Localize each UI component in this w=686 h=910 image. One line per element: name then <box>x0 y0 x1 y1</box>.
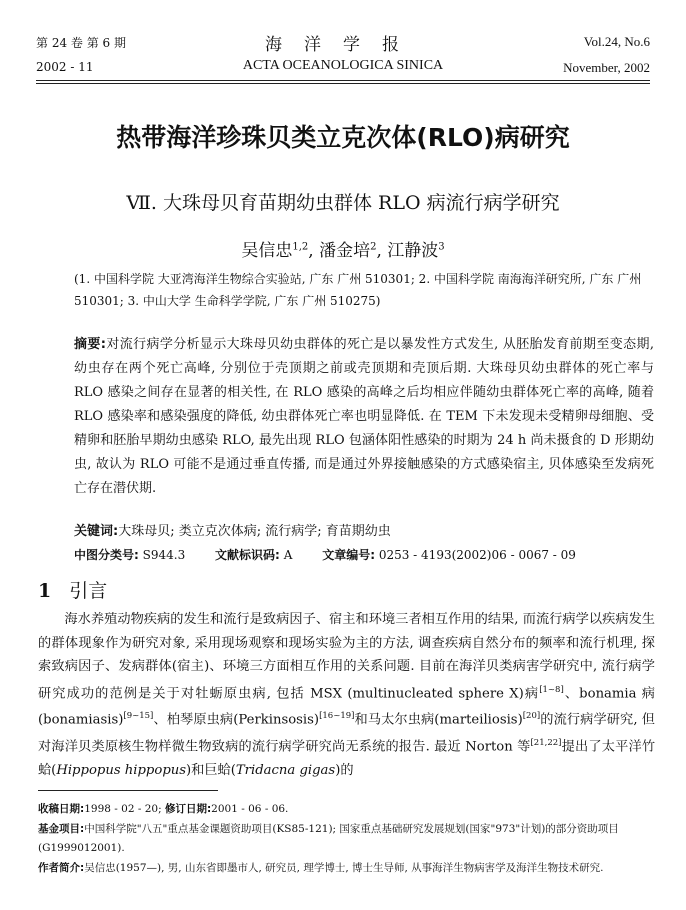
keywords-label: 关键词: <box>74 524 119 539</box>
citation: [21,22] <box>530 738 562 749</box>
article-number: 0253 - 4193(2002)06 - 0067 - 09 <box>378 548 576 562</box>
keywords-text: 大珠母贝; 类立克次体病; 流行病学; 育苗期幼虫 <box>118 524 391 539</box>
clc-label: 中图分类号: <box>74 548 139 562</box>
header-rule <box>36 80 650 81</box>
author-name: 吴信忠 <box>241 241 293 261</box>
received-label: 收稿日期: <box>38 803 85 815</box>
affiliations: (1. 中国科学院 大亚湾海洋生物综合实验站, 广东 广州 510301; 2. 中国科学院 南海海洋研究所, 广东 广州 510301; 3. 中山大学 生命科学学院, 广东 广州 510275) <box>74 272 642 308</box>
section-heading <box>38 576 107 603</box>
author-name: 潘金培 <box>319 241 371 261</box>
author-affil-mark: 3 <box>438 241 445 253</box>
paper-title: 热带海洋珍珠贝类立克次体(RLO)病研究 <box>116 123 570 152</box>
volume-issue-en: Vol.24, No.6 <box>583 34 650 49</box>
author-list: 吴信忠$^{1,2}$, 潘金培$^2$, 江静波$^3$ <box>241 241 445 261</box>
author-bio-text: 吴信忠(1957—), 男, 山东省即墨市人, 研究员, 理学博士, 博士生导师, 从事海洋生物病害学及海洋生物技术研究. <box>84 862 604 874</box>
intro-text: )的 <box>335 763 354 779</box>
citation: [16~19] <box>319 711 355 722</box>
citation: [1~8] <box>539 684 564 695</box>
citation: [9~15] <box>123 711 154 722</box>
footnote-dates <box>38 800 655 819</box>
clc-number: S944.3 <box>142 548 186 562</box>
revised-date: 2001 - 06 - 06. <box>211 803 289 815</box>
issue-date-en: November, 2002 <box>563 60 650 75</box>
author-name: 江静波 <box>387 241 439 261</box>
issue-date: 2002 - 11 <box>36 60 94 74</box>
intro-text: 和马太尔虫病(marteiliosis) <box>354 712 523 728</box>
author-affil-mark: 1,2 <box>292 241 309 253</box>
footnote-author <box>38 859 655 878</box>
citation: [20] <box>522 711 541 722</box>
intro-text: )和巨蛤( <box>186 763 236 779</box>
intro-text: 、柏琴原虫病(Perkinsosis) <box>153 712 320 728</box>
volume-issue-cn: 第 24 卷 第 6 期 <box>36 36 126 50</box>
intro-text: 提出了太平洋竹蛤( <box>38 739 656 779</box>
species-name: Hippopus hippopus <box>56 763 187 779</box>
revised-label: 修订日期: <box>164 803 212 815</box>
intro-text: 海水养殖动物疾病的发生和流行是致病因子、宿主和环境三者相互作用的结果, 而流行病学以疾病发生的群体现象作为研究对象, 采用现场观察和现场实验为主的方法, 调查疾病自然分布的频率和流行机理, 探索致病因子、发病群体(宿主)、环境三方面相互作用的关系问题. 目前在海洋贝类病害学研究中, 流行病学研究成功的范例是关于对牡蛎原虫病, 包括 MSX (multinucleated sphere X)病 <box>38 612 655 701</box>
abstract <box>74 333 654 501</box>
intro-text: 、bonamia 病(bonamiasis) <box>38 685 655 728</box>
received-date: 1998 - 02 - 20; <box>84 803 165 815</box>
fund-label: 基金项目: <box>38 823 85 835</box>
journal-name-cn: 海洋学报 <box>265 35 421 55</box>
header-rule-thin <box>36 83 650 84</box>
paper-subtitle: Ⅶ. 大珠母贝育苗期幼虫群体 RLO 病流行病学研究 <box>126 192 560 214</box>
author-bio-label: 作者简介: <box>38 862 85 874</box>
author-affil-mark: 2 <box>370 241 377 253</box>
section-number: 1 <box>38 580 52 602</box>
classification-row <box>74 545 654 565</box>
article-number-label: 文章编号: <box>322 548 375 562</box>
footnote-rule <box>38 790 218 791</box>
keywords <box>74 522 654 542</box>
doc-code: A <box>283 548 293 562</box>
fund-text: 中国科学院"八五"重点基金课题资助项目(KS85-121); 国家重点基础研究发展规划(国家"973"计划)的部分资助项目(G1999012001). <box>38 823 619 854</box>
intro-text: 的流行病学研究, 但对海洋贝类原核生物样微生物致病的流行病学研究尚无系统的报告. 最近 Norton 等 <box>38 712 655 755</box>
abstract-label: 摘要: <box>74 337 106 352</box>
doc-code-label: 文献标识码: <box>215 548 280 562</box>
running-header <box>36 14 650 76</box>
section-title: 引言 <box>69 580 108 602</box>
footnotes <box>38 800 655 879</box>
abstract-text: 对流行病学分析显示大珠母贝幼虫群体的死亡是以暴发性方式发生, 从胚胎发育前期至变态期, 幼虫存在两个死亡高峰, 分别位于壳顶期之前或壳顶期和壳顶后期. 大珠母贝幼虫群体的死亡率与 RLO 感染之间存在显著的相关性, 在 RLO 感染的高峰之后均相应伴随幼虫群体死亡率的高峰, 随着 RLO 感染率和感染强度的降低, 幼虫群体死亡率也明显降低. 在 TEM 下未发现未受精卵母细胞、受精卵和胚胎早期幼虫感染 RLO, 最先出现 RLO 包涵体阳性感染的时期为 24 h 尚未摄食的 D 形期幼虫, 故认为 RLO 可能不是通过垂直传播, 而是通过外界接触感染的方式感染宿主, 贝体感染至发病死亡存在潜伏期. <box>74 337 654 496</box>
footnote-fund <box>38 820 655 858</box>
species-name: Tridacna gigas <box>235 763 336 779</box>
intro-paragraph <box>38 608 655 783</box>
journal-name-en: ACTA OCEANOLOGICA SINICA <box>242 58 444 73</box>
